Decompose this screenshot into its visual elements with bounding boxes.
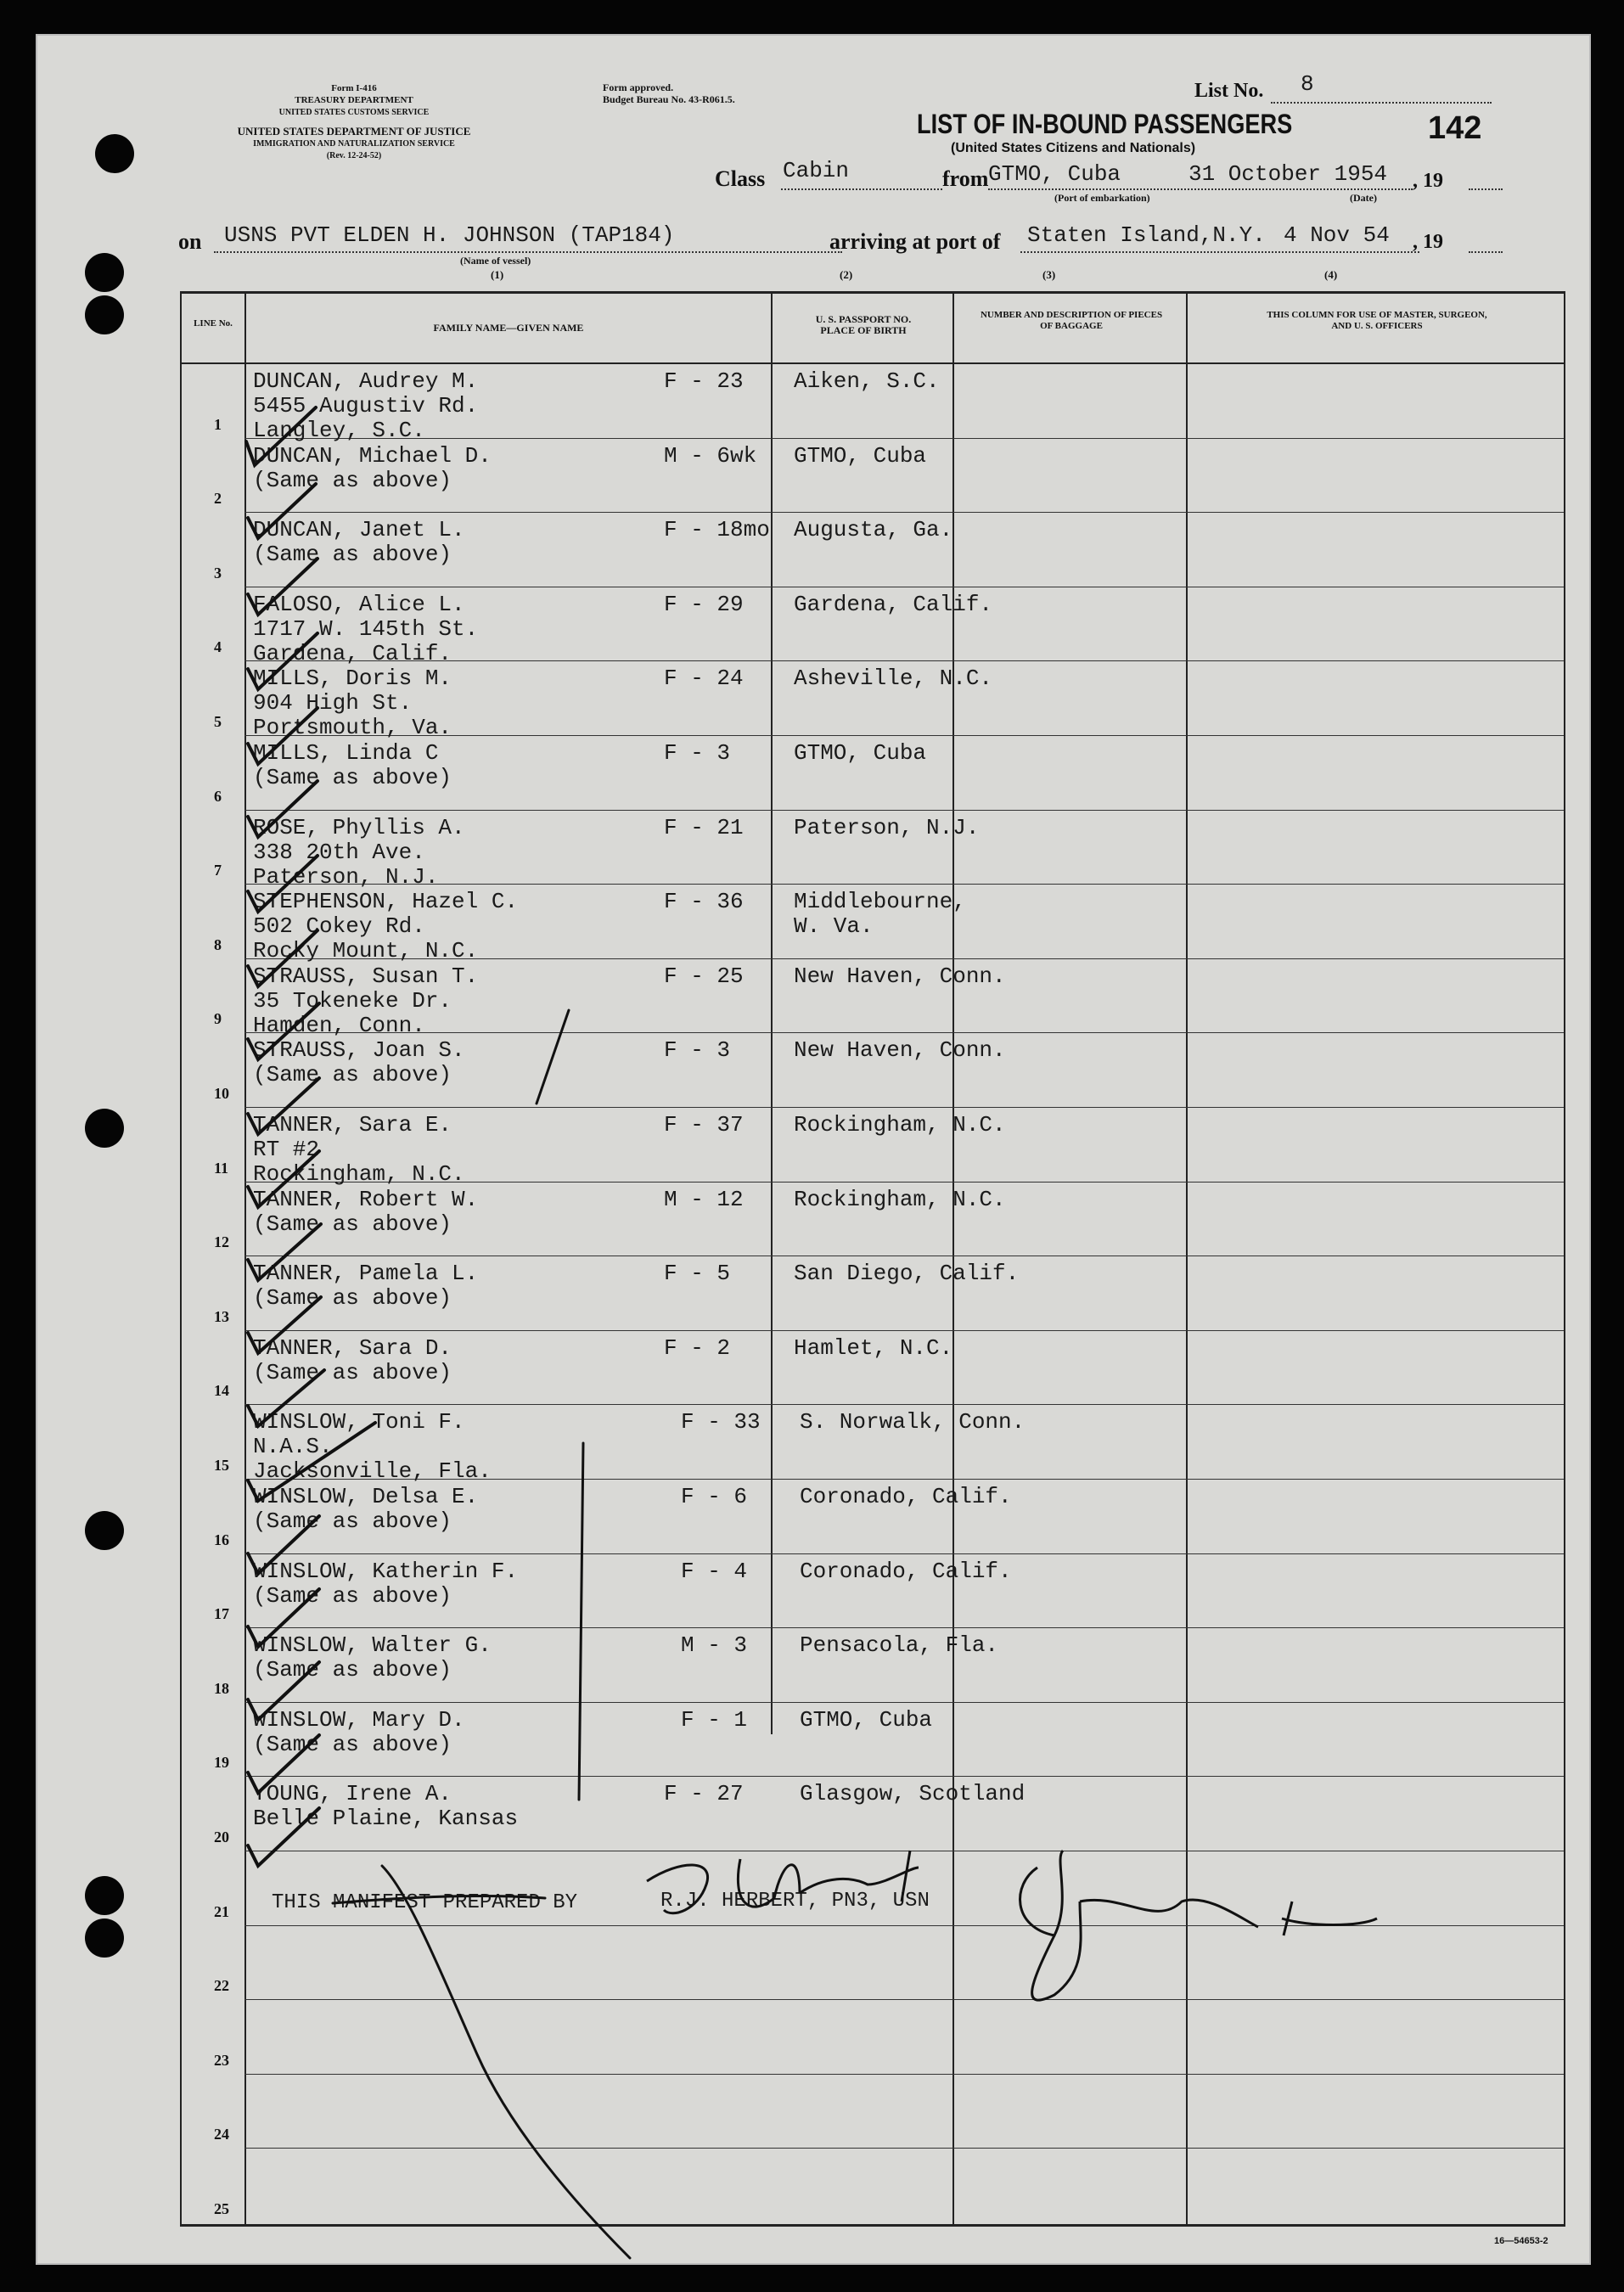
place-of-birth: Middlebourne, (794, 889, 966, 915)
passenger-address: Gardena, Calif. (253, 640, 452, 666)
place-of-birth: Rockingham, N.C. (794, 1112, 1006, 1138)
form-approved: Form approved. (603, 81, 674, 93)
sex-age: F - 1 (681, 1706, 748, 1733)
line-number: 13 (214, 1307, 229, 1325)
passenger-name: STRAUSS, Joan S. (253, 1037, 465, 1064)
sex-age: F - 18mo (664, 517, 770, 543)
herbert-signature (647, 1851, 919, 1913)
header-officers: THIS COLUMN FOR USE OF MASTER, SURGEON, AND U. S. OFFICERS (1267, 310, 1487, 331)
place-of-birth: GTMO, Cuba (794, 740, 927, 766)
customs-service: UNITED STATES CUSTOMS SERVICE (278, 108, 430, 117)
sex-age: F - 33 (681, 1409, 761, 1435)
place-of-birth: Pensacola, Fla. (800, 1632, 999, 1659)
passenger-name: YOUNG, Irene A. (253, 1781, 452, 1807)
passenger-address: Paterson, N.J. (253, 863, 439, 890)
list-no-label: List No. (1194, 80, 1264, 102)
vessel-caption: (Name of vessel) (460, 255, 531, 267)
vessel-name: USNS PVT ELDEN H. JOHNSON (TAP184) (224, 222, 675, 248)
passenger-address: Rocky Mount, N.C. (253, 938, 479, 964)
page-number: 142 (1428, 110, 1482, 146)
manifest-page (36, 34, 1591, 2265)
passenger-address: 502 Cokey Rd. (253, 913, 425, 940)
passenger-name: STEPHENSON, Hazel C. (253, 889, 519, 915)
header-baggage: NUMBER AND DESCRIPTION OF PIECES OF BAGGAGE (980, 310, 1163, 331)
passenger-name: MILLS, Doris M. (253, 666, 452, 692)
line-number: 7 (214, 862, 222, 879)
sex-age: F - 29 (664, 591, 744, 617)
sex-age: F - 5 (664, 1261, 731, 1287)
sex-age: F - 2 (664, 1334, 731, 1361)
line-number: 15 (214, 1456, 229, 1474)
manifest-title: LIST OF IN-BOUND PASSENGERS (917, 109, 1293, 139)
col-number-4: (4) (1324, 268, 1338, 281)
line-number: 18 (214, 1679, 229, 1697)
place-of-birth: Gardena, Calif. (794, 591, 993, 617)
passenger-address: 35 Tokeneke Dr. (253, 987, 452, 1014)
sex-age: F - 3 (664, 1037, 731, 1064)
arrival-port: Staten Island,N.Y. (1027, 222, 1266, 248)
passenger-address: Portsmouth, Va. (253, 715, 452, 741)
line-number: 4 (214, 638, 222, 656)
from-label: from (942, 166, 989, 191)
passenger-name: TANNER, Sara E. (253, 1112, 452, 1138)
passenger-name: TANNER, Pamela L. (253, 1261, 479, 1287)
place-of-birth: Rockingham, N.C. (794, 1186, 1006, 1212)
passenger-address: Langley, S.C. (253, 418, 425, 443)
justice-dept: UNITED STATES DEPARTMENT OF JUSTICE (237, 125, 471, 138)
sex-age: F - 23 (664, 368, 744, 394)
handwritten-marks (36, 34, 1591, 2265)
line-number: 1 (214, 415, 222, 433)
passenger-address: (Same as above) (253, 1582, 452, 1609)
passenger-address: (Same as above) (253, 1731, 452, 1757)
passenger-address: 338 20th Ave. (253, 839, 425, 865)
place-of-birth: New Haven, Conn. (794, 963, 1006, 989)
sex-age: F - 3 (664, 740, 731, 766)
place-of-birth: San Diego, Calif. (794, 1261, 1020, 1287)
place-of-birth: Paterson, N.J. (794, 814, 980, 840)
date-caption: (Date) (1350, 192, 1377, 204)
passenger-address: 5455 Augustiv Rd. (253, 393, 479, 419)
passenger-address: 1717 W. 145th St. (253, 615, 479, 642)
line-number: 2 (214, 490, 222, 508)
line-number: 25 (214, 2199, 229, 2217)
form-number: Form I-416 (331, 83, 377, 93)
line-number: 17 (214, 1605, 229, 1623)
sex-age: F - 25 (664, 963, 744, 989)
revision-date: (Rev. 12-24-52) (326, 151, 382, 160)
passenger-name: MILLS, Linda C (253, 740, 439, 766)
line-number: 10 (214, 1084, 229, 1102)
class-value: Cabin (783, 158, 850, 183)
passenger-address: (Same as above) (253, 1359, 452, 1385)
place-of-birth: W. Va. (794, 913, 874, 940)
header-line-no: LINE No. (194, 318, 233, 329)
line-number: 14 (214, 1382, 229, 1400)
passenger-address: 904 High St. (253, 690, 413, 716)
passenger-address: (Same as above) (253, 1657, 452, 1683)
header-family-name: FAMILY NAME—GIVEN NAME (433, 322, 584, 334)
passenger-name: WINSLOW, Toni F. (253, 1409, 465, 1435)
passenger-address: (Same as above) (253, 1062, 452, 1088)
passenger-address: (Same as above) (253, 542, 452, 568)
header-passport: U. S. PASSPORT NO. PLACE OF BIRTH (815, 313, 912, 336)
sex-age: F - 24 (664, 666, 744, 692)
line-number: 3 (214, 564, 222, 581)
year-suffix-2: , 19 (1413, 231, 1443, 253)
class-label: Class (715, 166, 766, 191)
place-of-birth: GTMO, Cuba (794, 442, 927, 469)
officer-signature (1020, 1851, 1377, 2000)
port-caption: (Port of embarkation) (1054, 192, 1150, 204)
passenger-name: DUNCAN, Michael D. (253, 442, 492, 469)
place-of-birth: Aiken, S.C. (794, 368, 940, 394)
line-number: 8 (214, 935, 222, 953)
passenger-address: Belle Plaine, Kansas (253, 1806, 519, 1832)
passenger-name: DUNCAN, Audrey M. (253, 368, 479, 394)
sex-age: F - 36 (664, 889, 744, 915)
passenger-address: Hamden, Conn. (253, 1012, 425, 1038)
passenger-address: (Same as above) (253, 765, 452, 790)
line-number: 12 (214, 1233, 229, 1251)
line-number: 5 (214, 712, 222, 730)
preparer-name: R.J. HERBERT, PN3, USN (660, 1890, 930, 1913)
footer-code: 16—54653-2 (1494, 2236, 1548, 2246)
budget-bureau-no: Budget Bureau No. 43-R061.5. (603, 93, 735, 105)
treasury-dept: TREASURY DEPARTMENT (295, 95, 413, 105)
passenger-name: DUNCAN, Janet L. (253, 517, 465, 543)
place-of-birth: Coronado, Calif. (800, 1558, 1012, 1584)
line-number: 16 (214, 1531, 229, 1548)
col-number-1: (1) (491, 268, 504, 281)
arrival-date: 4 Nov 54 (1284, 222, 1390, 248)
line-number: 23 (214, 2051, 229, 2069)
passenger-address: N.A.S. (253, 1434, 333, 1460)
passenger-address: RT #2 (253, 1137, 320, 1162)
passenger-name: TANNER, Robert W. (253, 1186, 479, 1212)
passenger-name: THIS MANIFEST PREPARED BY (272, 1891, 578, 1914)
passenger-address: (Same as above) (253, 1211, 452, 1237)
line-number: 19 (214, 1754, 229, 1772)
passenger-name: STRAUSS, Susan T. (253, 963, 479, 989)
passenger-address: (Same as above) (253, 1285, 452, 1312)
col-number-2: (2) (840, 268, 853, 281)
passenger-name: FALOSO, Alice L. (253, 591, 465, 617)
line-number: 11 (214, 1159, 229, 1177)
place-of-birth: GTMO, Cuba (800, 1706, 933, 1733)
sex-age: M - 6wk (664, 442, 757, 469)
passenger-name: ROSE, Phyllis A. (253, 814, 465, 840)
place-of-birth: Glasgow, Scotland (800, 1781, 1026, 1807)
line-number: 9 (214, 1010, 222, 1028)
sex-age: F - 4 (681, 1558, 748, 1584)
ins-service: IMMIGRATION AND NATURALIZATION SERVICE (253, 139, 455, 149)
passenger-address: Rockingham, N.C. (253, 1161, 465, 1187)
passenger-address: Jacksonville, Fla. (253, 1458, 492, 1485)
passenger-name: WINSLOW, Delsa E. (253, 1484, 479, 1509)
passenger-name: WINSLOW, Katherin F. (253, 1558, 519, 1584)
col-number-3: (3) (1042, 268, 1056, 281)
line-number: 6 (214, 787, 222, 805)
sex-age: F - 27 (664, 1781, 744, 1807)
place-of-birth: New Haven, Conn. (794, 1037, 1006, 1064)
passenger-name: TANNER, Sara D. (253, 1334, 452, 1361)
list-no-value: 8 (1301, 71, 1314, 97)
passenger-address: (Same as above) (253, 1508, 452, 1534)
sex-age: M - 3 (681, 1632, 748, 1659)
manifest-subtitle: (United States Citizens and Nationals) (951, 141, 1196, 155)
passenger-address: (Same as above) (253, 467, 452, 493)
place-of-birth: Augusta, Ga. (794, 517, 953, 543)
arriving-label: arriving at port of (829, 229, 1001, 254)
place-of-birth: Coronado, Calif. (800, 1484, 1012, 1509)
sex-age: F - 6 (681, 1484, 748, 1509)
line-number: 21 (214, 1902, 229, 1920)
from-value: GTMO, Cuba (988, 161, 1121, 187)
on-label: on (178, 229, 202, 254)
passenger-name: WINSLOW, Mary D. (253, 1706, 465, 1733)
line-number: 24 (214, 2126, 229, 2143)
place-of-birth: S. Norwalk, Conn. (800, 1409, 1026, 1435)
year-suffix-1: , 19 (1413, 170, 1443, 192)
place-of-birth: Asheville, N.C. (794, 666, 993, 692)
sex-age: M - 12 (664, 1186, 744, 1212)
place-of-birth: Hamlet, N.C. (794, 1334, 953, 1361)
sex-age: F - 37 (664, 1112, 744, 1138)
passenger-name: WINSLOW, Walter G. (253, 1632, 492, 1659)
line-number: 20 (214, 1828, 229, 1845)
line-number: 22 (214, 1977, 229, 1995)
sex-age: F - 21 (664, 814, 744, 840)
margin-check-marks (246, 407, 630, 2258)
embark-date: 31 October 1954 (1188, 161, 1388, 187)
